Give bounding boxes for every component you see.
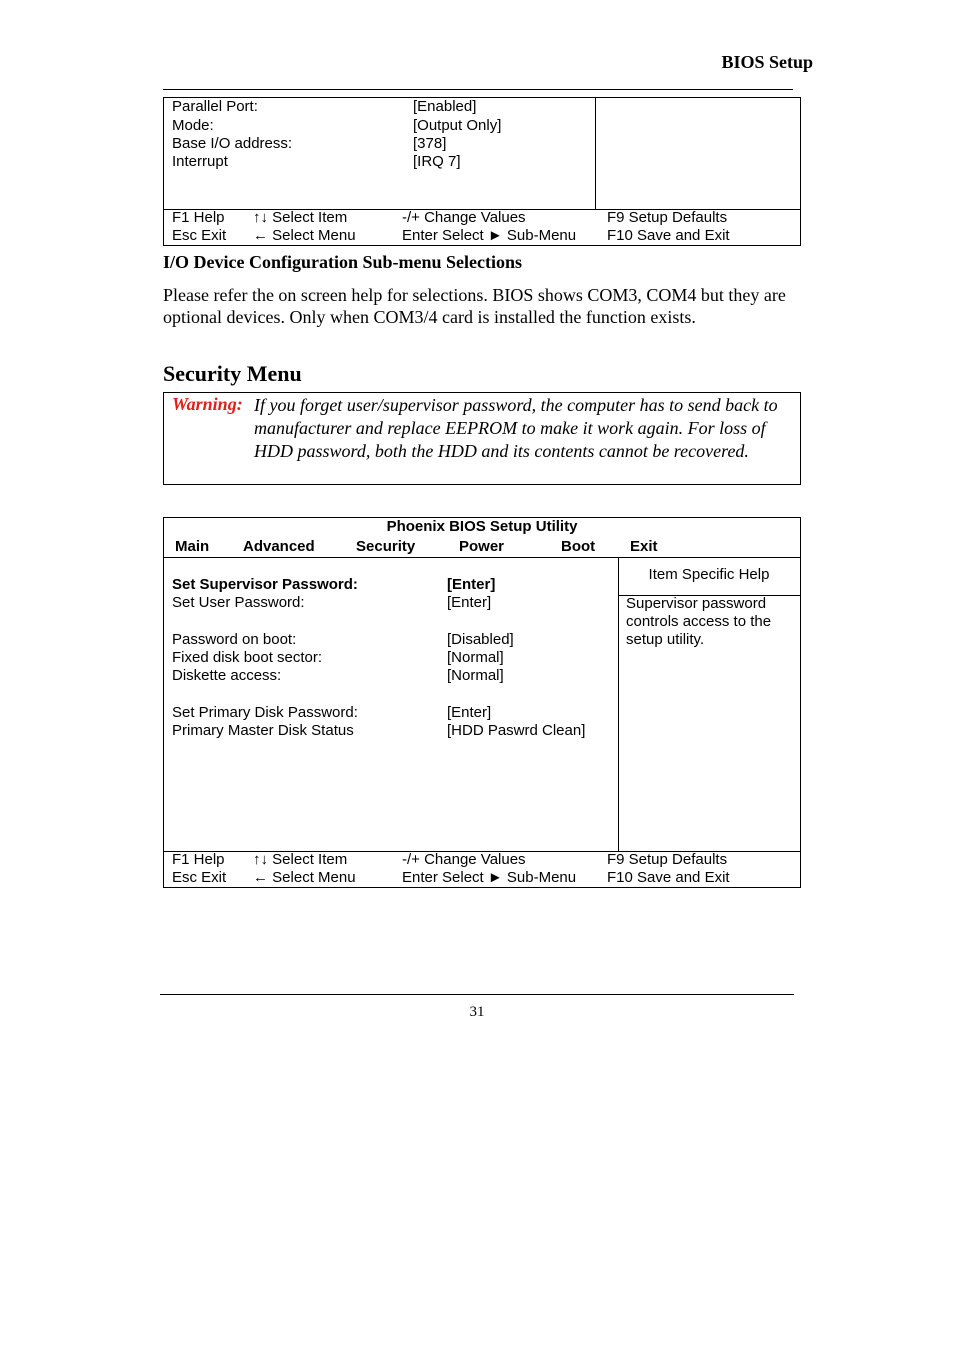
warning-label: Warning: — [172, 394, 243, 414]
help-text-line: controls access to the — [626, 613, 772, 630]
menu-tab-security[interactable]: Security — [356, 538, 416, 555]
column-divider — [595, 98, 596, 209]
setting-label: Fixed disk boot sector: — [172, 649, 323, 666]
setting-label: Set Primary Disk Password: — [172, 704, 358, 721]
setting-value[interactable]: [Output Only] — [413, 117, 502, 134]
menu-tab-advanced[interactable]: Advanced — [243, 538, 315, 555]
setting-label: Interrupt — [172, 153, 228, 170]
warning-box — [163, 392, 801, 485]
setting-value[interactable]: [HDD Paswrd Clean] — [447, 722, 586, 739]
bios-utility-title: Phoenix BIOS Setup Utility — [386, 518, 578, 535]
setting-value[interactable]: [Disabled] — [447, 631, 514, 648]
warning-text: If you forget user/supervisor password, the computer has to send back to manufacturer and replace EEPROM to make it work again. For loss of HDD password, both the HDD and its contents cannot be recovered. — [254, 395, 778, 461]
header-rule — [163, 89, 793, 90]
key-esc-exit: Esc Exit — [172, 869, 227, 886]
setting-label: Parallel Port: — [172, 98, 258, 115]
key-select-menu: ← Select Menu — [253, 869, 356, 886]
setting-value[interactable]: [Enabled] — [413, 98, 477, 115]
key-change-values: -/+ Change Values — [402, 851, 526, 868]
key-enter-select: Enter Select ► Sub-Menu — [402, 869, 577, 886]
setting-value[interactable]: [Enter] — [447, 704, 492, 721]
setting-value[interactable]: [IRQ 7] — [413, 153, 461, 170]
help-text-line: Supervisor password — [626, 595, 767, 612]
menu-tab-exit[interactable]: Exit — [630, 538, 658, 555]
io-config-paragraph: Please refer the on screen help for selections. BIOS shows COM3, COM4 but they are optional devices. Only when COM3/4 card is installed the function exists. — [163, 285, 786, 327]
parallel-port-panel — [163, 97, 801, 246]
setting-label: Set Supervisor Password: — [172, 576, 358, 593]
key-help: F1 Help — [172, 851, 225, 868]
setting-label: Primary Master Disk Status — [172, 722, 354, 739]
menu-tab-main[interactable]: Main — [175, 538, 210, 555]
io-config-heading: I/O Device Configuration Sub-menu Selections — [163, 252, 523, 272]
setting-value[interactable]: [Normal] — [447, 667, 504, 684]
key-select-menu: ← Select Menu — [253, 227, 356, 244]
key-save-exit: F10 Save and Exit — [607, 869, 730, 886]
setting-label: Base I/O address: — [172, 135, 293, 152]
menu-tab-boot[interactable]: Boot — [561, 538, 596, 555]
setting-label: Password on boot: — [172, 631, 297, 648]
menu-divider — [164, 557, 800, 558]
setting-value[interactable]: [378] — [413, 135, 447, 152]
setting-value[interactable]: [Enter] — [447, 594, 492, 611]
footer-rule — [160, 994, 794, 995]
help-column-divider — [618, 557, 619, 851]
key-select-item: ↑↓ Select Item — [253, 851, 348, 868]
header-title: BIOS Setup — [721, 52, 813, 72]
key-save-exit: F10 Save and Exit — [607, 227, 730, 244]
setting-label: Diskette access: — [172, 667, 282, 684]
key-esc-exit: Esc Exit — [172, 227, 227, 244]
security-bios-panel — [163, 517, 801, 888]
menu-tab-power[interactable]: Power — [459, 538, 505, 555]
help-text-line: setup utility. — [626, 631, 705, 648]
setting-value[interactable]: [Normal] — [447, 649, 504, 666]
key-select-item: ↑↓ Select Item — [253, 209, 348, 226]
key-help: F1 Help — [172, 209, 225, 226]
key-setup-defaults: F9 Setup Defaults — [607, 851, 728, 868]
page-number: 31 — [469, 1004, 485, 1020]
setting-label: Mode: — [172, 117, 214, 134]
setting-label: Set User Password: — [172, 594, 305, 611]
setting-value[interactable]: [Enter] — [447, 576, 496, 593]
key-setup-defaults: F9 Setup Defaults — [607, 209, 728, 226]
key-enter-select: Enter Select ► Sub-Menu — [402, 227, 577, 244]
security-menu-heading: Security Menu — [163, 361, 302, 386]
help-title: Item Specific Help — [648, 566, 770, 583]
key-change-values: -/+ Change Values — [402, 209, 526, 226]
